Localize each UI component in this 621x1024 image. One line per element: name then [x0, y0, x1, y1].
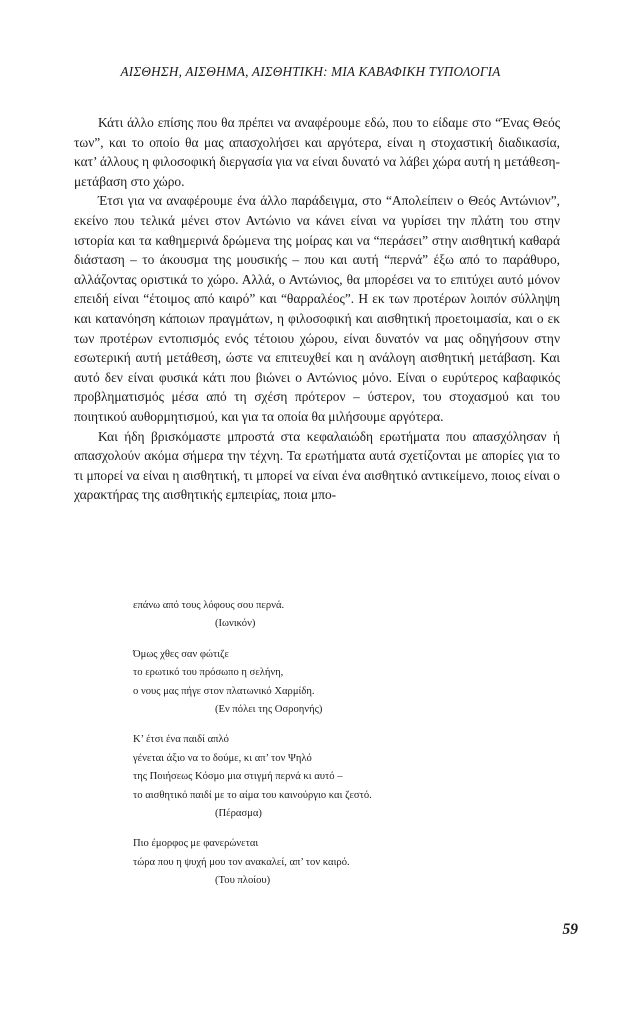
verse-line: ο νους μας πήγε στον πλατωνικό Χαρμίδη. — [133, 685, 315, 697]
body-text — [74, 113, 560, 505]
verse-line: τώρα που η ψυχή μου τον ανακαλεί, απ’ τον καιρό. — [133, 856, 350, 868]
verse-line: της Ποιήσεως Κόσμο μια στιγμή περνά κι αυτό – — [133, 771, 343, 783]
verse-line: Κ’ έτσι ένα παιδί απλό — [133, 734, 229, 746]
verse-block — [133, 835, 533, 890]
verse-block — [133, 731, 533, 823]
verse-quotations — [133, 597, 533, 903]
verse-line: το αισθητικό παιδί με το αίμα του καινούργιο και ζεστό. — [133, 789, 372, 801]
page-number: 59 — [562, 921, 578, 938]
running-title: ΑΙΣΘΗΣΗ, ΑΙΣΘΗΜΑ, ΑΙΣΘΗΤΙΚΗ: ΜΙΑ ΚΑΒΑΦΙΚΗ ΤΥΠΟΛΟΓΙΑ — [120, 64, 501, 79]
verse-source: (Εν πόλει της Οσροηνής) — [215, 704, 323, 716]
verse-source: (Πέρασμα) — [215, 808, 262, 820]
verse-source: (Ιωνικόν) — [215, 618, 256, 630]
verse-block — [133, 597, 533, 634]
verse-line: το ερωτικό του πρόσωπο η σελήνη, — [133, 667, 284, 679]
paragraph: Έτσι για να αναφέρουμε ένα άλλο παράδειγμα, στο “Απολείπειν ο Θεός Αντώνιον”, εκείνο που τελικά μένει στον Αντώνιο να κάνει είναι να γυρίσει την πλάτη του στην ιστορία και τα καθημερινά δρώμενα της μοίρας και να “περάσει” στην αισθητική καθαρά διάσταση – το άκουσμα της μουσικής – που και αυτή “περνά” έξω από το παράθυρο, αλλάζοντας οριστικά το χώρο. Αλλά, ο Αντώνιος, θα μπορέσει να το επιτύχει αυτό μόνον επειδή είναι “έτοιμος από καιρό” και “θαρραλέος”. Η εκ των προτέρων λοιπόν σύλληψη και κατανόηση κάποιων πραγμάτων, η φιλοσοφική και αισθητική προετοιμασία, και ο εκ των προτέρων εντοπισμός ενός τέτοιου χώρου, είναι δυνατόν να μας οδηγήσουν στην εσωτερική αυτή μετάθεση, ώστε να επιτευχθεί και η ανάλογη αισθητική μετάβαση. Και αυτό δεν είναι φυσικά κάτι που βιώνει ο Αντώνιος μόνο. Είναι ο ευρύτερος καβαφικός προβληματισμός μέσα από τη σχέση πρότερον – ύστερον, του στοχασμού και του ποιητικού αυθορμητισμού, και για τα οποία θα μιλήσουμε αργότερα. — [74, 193, 560, 424]
verse-source: (Του πλοίου) — [215, 875, 271, 887]
paragraph: Κάτι άλλο επίσης που θα πρέπει να αναφέρουμε εδώ, που το είδαμε στο “Ένας Θεός των”, και το οποίο θα μας απασχολήσει και αργότερα, είναι η στοχαστική διαδικασία, κατ’ άλλους η φιλοσοφική διεργασία για να είναι δυνατό να λάβει χώρα αυτή η μετάθεση-μετάβαση στο χώρο. — [74, 115, 560, 189]
verse-line: επάνω από τους λόφους σου περνά. — [133, 600, 285, 611]
verse-line: Πιο έμορφος με φανερώνεται — [133, 838, 259, 850]
verse-line: γένεται άξιο να το δούμε, κι απ’ τον Ψηλό — [133, 752, 312, 764]
paragraph: Και ήδη βρισκόμαστε μπροστά στα κεφαλαιώδη ερωτήματα που απασχόλησαν ή απασχολούν ακόμα σήμερα την τέχνη. Τα ερωτήματα αυτά σχετίζονται με απορίες για το τι μπορεί να είναι η αισθητική, τι μπορεί να είναι ένα αισθητικό αντικείμενο, ποιος είναι ο χαρακτήρας της αισθητικής εμπειρίας, ποια μπο- — [74, 428, 560, 503]
verse-line: Όμως χθες σαν φώτιζε — [133, 648, 229, 660]
verse-block — [133, 646, 533, 720]
